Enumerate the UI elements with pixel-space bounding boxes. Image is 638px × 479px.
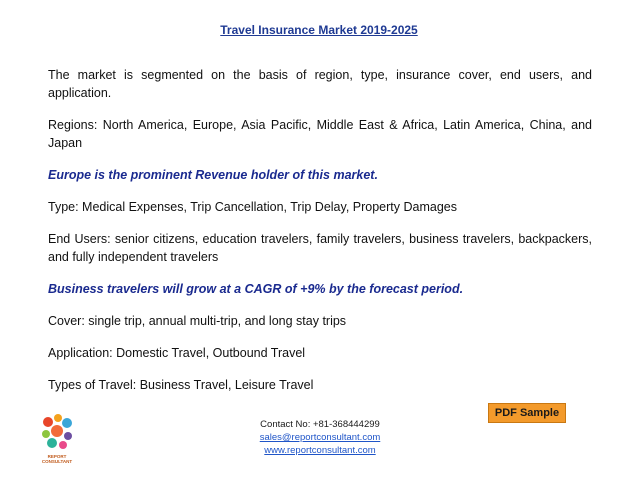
intro-paragraph: The market is segmented on the basis of region, type, insurance cover, end users, and application.	[48, 68, 592, 100]
report-consultant-logo	[34, 410, 80, 472]
contact-block	[240, 418, 400, 457]
contact-phone: Contact No: +81-368444299	[260, 419, 380, 430]
logo-icon	[34, 410, 80, 454]
application-paragraph: Application: Domestic Travel, Outbound Travel	[48, 346, 306, 360]
contact-email-link[interactable]: sales@reportconsultant.com	[259, 432, 381, 443]
europe-highlight: Europe is the prominent Revenue holder of this market.	[48, 168, 378, 182]
cagr-highlight: Business travelers will grow at a CAGR of +9% by the forecast period.	[48, 282, 464, 296]
page-title: Travel Insurance Market 2019-2025	[220, 23, 418, 37]
pdf-sample-button[interactable]: PDF Sample	[488, 403, 566, 423]
type-paragraph: Type: Medical Expenses, Trip Cancellation, Trip Delay, Property Damages	[48, 200, 457, 214]
end-users-paragraph: End Users: senior citizens, education travelers, family travelers, business travelers, backpackers, and fully independent travelers	[48, 232, 592, 264]
logo-text-line1: REPORT	[47, 454, 67, 459]
regions-paragraph: Regions: North America, Europe, Asia Pacific, Middle East & Africa, Latin America, China, and Japan	[48, 118, 592, 150]
contact-website-link[interactable]: www.reportconsultant.com	[264, 445, 376, 456]
document-body	[48, 66, 592, 408]
logo-text	[34, 454, 80, 464]
cover-paragraph: Cover: single trip, annual multi-trip, and long stay trips	[48, 314, 347, 328]
travel-types-paragraph: Types of Travel: Business Travel, Leisure Travel	[48, 378, 314, 392]
logo-text-line2: CONSULTANT	[41, 459, 73, 464]
